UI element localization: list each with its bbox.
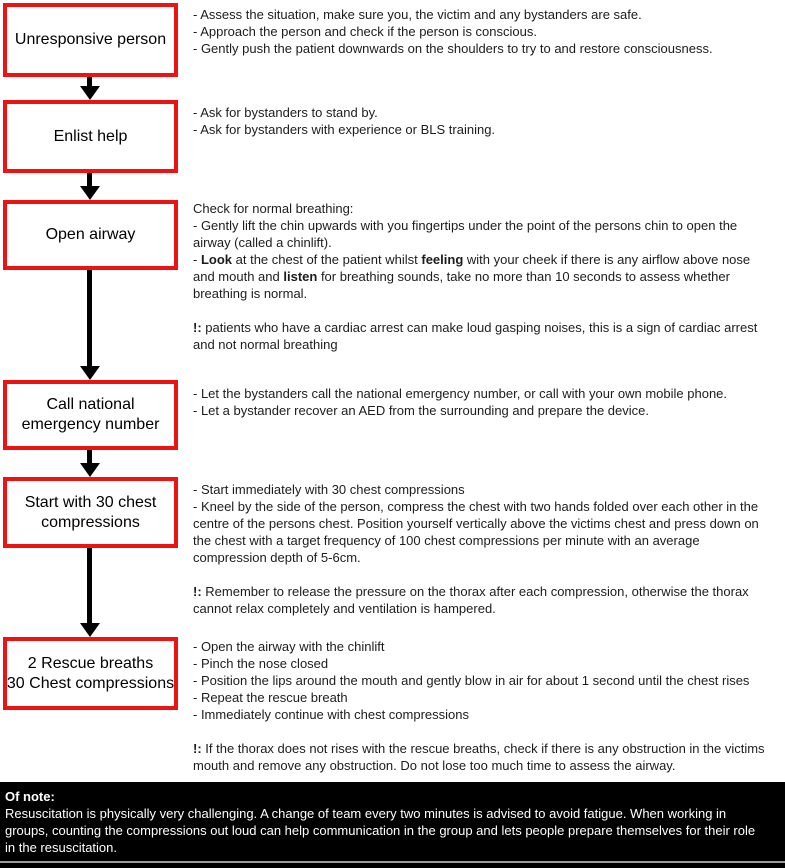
text-line: compressions <box>41 513 140 531</box>
arrow-head-icon <box>80 623 100 637</box>
text-line: 30 Chest compressions <box>6 674 175 692</box>
arrow-head-icon <box>80 366 100 380</box>
text-line: - Look at the chest of the patient whilst feeling with your cheek if there is any airflow above nose <box>193 252 751 267</box>
arrow-head-icon <box>80 86 100 100</box>
down-arrow-1 <box>80 77 100 100</box>
flow-node-30-chest-compressions <box>3 477 178 548</box>
text-line: the chest with a target frequency of 100 chest compressions per minute with an average <box>193 533 700 548</box>
text-line <box>193 302 785 319</box>
text-line: - Position the lips around the mouth and gently blow in air for about 1 second until the chest rises <box>193 673 750 688</box>
arrow-head-icon <box>80 186 100 200</box>
text-line: and not normal breathing <box>193 337 338 352</box>
text-line: airway (called a chinlift). <box>193 235 332 250</box>
text-line: breathing is normal. <box>193 286 308 301</box>
text-line: - Let a bystander recover an AED from the surrounding and prepare the device. <box>193 403 649 418</box>
text-line: Unresponsive person <box>14 31 167 48</box>
text-line: centre of the persons chest. Position yourself vertically above the victims chest and press down on <box>193 516 759 531</box>
text-line: mouth and remove any obstruction. Do not lose too much time to assess the airway. <box>193 758 676 773</box>
text-line: groups, counting the compressions out loud can help communication in the group and lets people prepare themselves for their role <box>5 823 756 838</box>
text-line: Check for normal breathing: <box>193 201 354 216</box>
flow-node-rescue-breaths <box>3 637 178 710</box>
text-line: - Approach the person and check if the person is conscious. <box>193 24 537 39</box>
down-arrow-5 <box>80 548 100 637</box>
text-line: - Assess the situation, make sure you, the victim and any bystanders are safe. <box>193 7 642 22</box>
text-line: !: Remember to release the pressure on the thorax after each compression, otherwise the thorax <box>193 584 749 599</box>
arrow-shaft <box>87 270 92 368</box>
text-line: - Immediately continue with chest compressions <box>193 707 470 722</box>
text-line: - Open the airway with the chinlift <box>193 639 385 654</box>
text-line: - Let the bystanders call the national emergency number, or call with your own mobile phone. <box>193 386 728 401</box>
arrow-shaft <box>87 548 92 625</box>
down-arrow-4 <box>80 450 100 477</box>
flow-node-call-emergency-number <box>3 380 178 450</box>
text-line: - Kneel by the side of the person, compress the chest with two hands folded over each other in the <box>193 499 759 514</box>
text-line: Enlist help <box>53 127 128 145</box>
text-line: - Ask for bystanders to stand by. <box>193 105 378 120</box>
desc-call-emergency-number <box>193 385 785 419</box>
text-line: - Pinch the nose closed <box>193 656 329 671</box>
text-line: Call national <box>46 396 135 413</box>
text-line: emergency number <box>21 416 160 433</box>
down-arrow-2 <box>80 173 100 200</box>
down-arrow-3 <box>80 270 100 380</box>
flow-node-open-airway <box>3 200 178 270</box>
desc-rescue-breaths <box>193 638 785 774</box>
flow-node-enlist-help <box>3 100 178 173</box>
desc-enlist-help <box>193 104 785 138</box>
text-line <box>193 566 785 583</box>
of-note-body <box>5 805 780 856</box>
text-line <box>193 723 785 740</box>
text-line: - Gently lift the chin upwards with you fingertips under the point of the persons chin to open the <box>193 218 738 233</box>
text-line: - Start immediately with 30 chest compressions <box>193 482 465 497</box>
text-line: compression depth of 5-6cm. <box>193 550 361 565</box>
text-line: cannot relax completely and ventilation is hampered. <box>193 601 496 616</box>
second-note-panel <box>0 863 785 868</box>
desc-30-chest-compressions <box>193 481 785 617</box>
desc-open-airway <box>193 200 785 353</box>
text-line: !: If the thorax does not rises with the rescue breaths, check if there is any obstruction in the victims <box>193 741 765 756</box>
of-note-title: Of note: <box>5 789 55 804</box>
text-line: !: patients who have a cardiac arrest can make loud gasping noises, this is a sign of cardiac arrest <box>193 320 758 335</box>
desc-unresponsive-person <box>193 6 785 57</box>
of-note-panel <box>0 782 785 861</box>
text-line: Open airway <box>45 226 136 243</box>
text-line: in the resuscitation. <box>5 840 118 855</box>
flow-node-unresponsive-person <box>3 3 178 77</box>
text-line: - Ask for bystanders with experience or BLS training. <box>193 122 496 137</box>
text-line: and mouth and listen for breathing sounds, take no more than 10 seconds to assess whether <box>193 269 730 284</box>
text-line: Start with 30 chest <box>24 493 157 511</box>
text-line: Resuscitation is physically very challenging. A change of team every two minutes is advised to avoid fatigue. When working in <box>5 806 727 821</box>
text-line: - Gently push the patient downwards on the shoulders to try to and restore consciousness. <box>193 41 713 56</box>
arrow-head-icon <box>80 463 100 477</box>
text-line: 2 Rescue breaths <box>27 654 154 672</box>
text-line: - Repeat the rescue breath <box>193 690 348 705</box>
